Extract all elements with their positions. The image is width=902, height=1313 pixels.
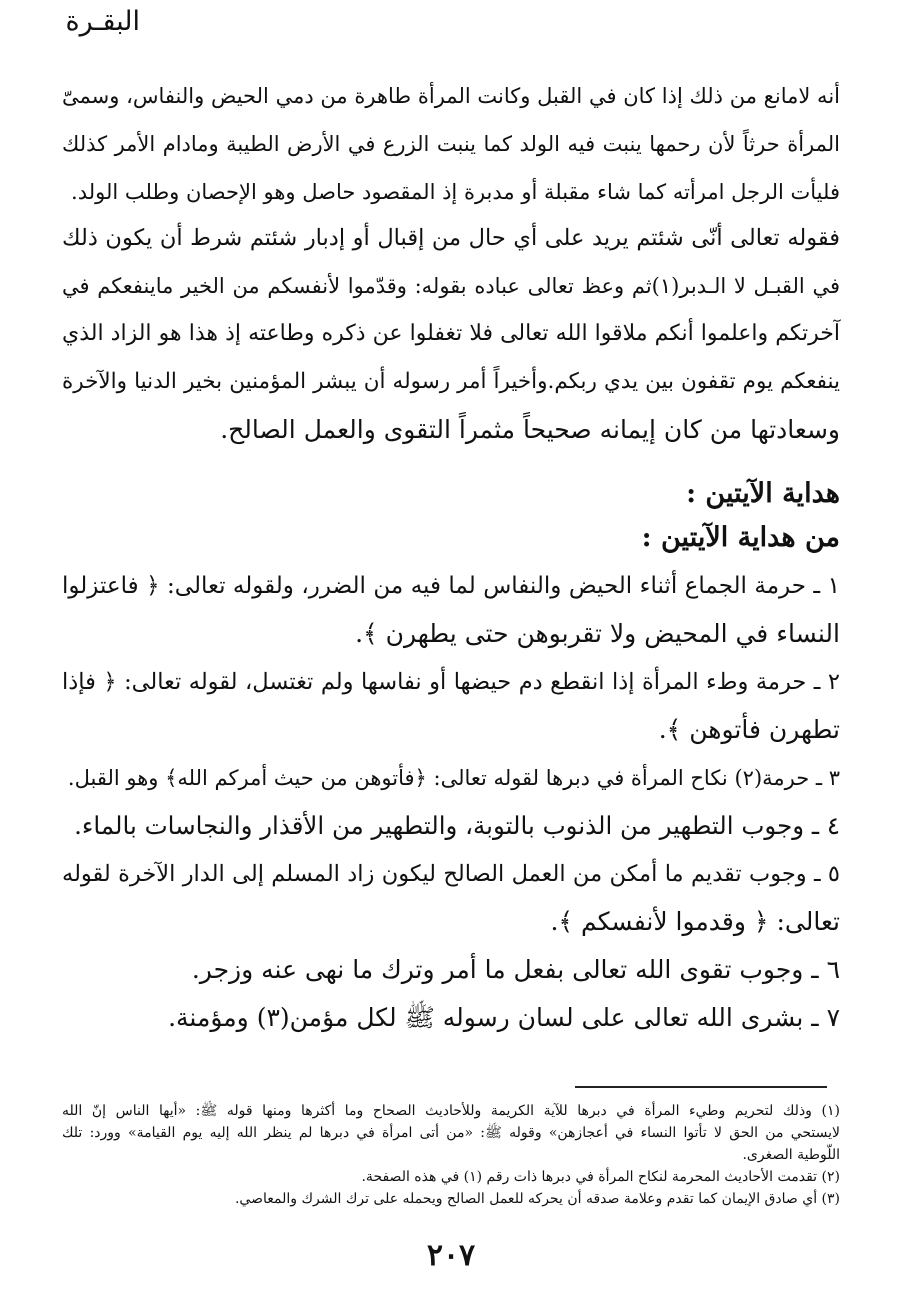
text-line: المرأة حرثاً لأن رحمها ينبت فيه الولد كما ينبت الزرع في الأرض الطيبة ومادام الأمر كذلك <box>62 132 840 156</box>
list-item-line: تعالى: ﴿ وقدموا لأنفسكم ﴾. <box>550 907 840 936</box>
text-line: آخرتكم واعلموا أنكم ملاقوا الله تعالى فلا تغفلوا عن ذكره وطاعته إذ هذا هو الزاد الذي <box>62 321 840 346</box>
text-line: ينفعكم يوم تقفون بين يدي ربكم.وأخيراً أمر رسوله أن يبشر المؤمنين بخير الدنيا والآخرة <box>62 369 840 394</box>
footnote-divider <box>575 1086 827 1088</box>
list-item-line: ٢ ـ حرمة وطء المرأة إذا انقطع دم حيضها أو نفاسها ولم تغتسل، لقوله تعالى: ﴿ فإذا <box>62 669 840 695</box>
paragraph-1 <box>62 72 840 216</box>
guidance-list <box>62 514 840 1042</box>
footnote-line: (١) وذلك لتحريم وطيء المرأة في دبرها للآية الكريمة وللأحاديث الصحاح وما أكثرها ومنها قوله ﷺ: «أيها الناس إنّ الله <box>62 1103 840 1119</box>
list-item-line: ٤ ـ وجوب التطهير من الذنوب بالتوبة، والتطهير من الأقذار والنجاسات بالماء. <box>74 811 840 840</box>
section-heading <box>62 470 840 518</box>
footnotes <box>62 1100 840 1210</box>
page-number: ٢٠٧ <box>426 1238 476 1273</box>
list-item-line: ٣ ـ حرمة(٢) نكاح المرأة في دبرها لقوله تعالى: ﴿فأتوهن من حيث أمركم الله﴾ وهو القبل. <box>67 766 840 790</box>
text-line: فليأت الرجل امرأته كما شاء مقبلة أو مدبرة إذ المقصود حاصل وهو الإحصان وطلب الولد. <box>71 180 840 204</box>
text-line: وسعادتها من كان إيمانه صحيحاً مثمراً التقوى والعمل الصالح. <box>220 415 840 444</box>
heading-title: هداية الآيتين : <box>686 478 840 509</box>
text-line: في القبـل لا الـدبر(١)ثم وعظ تعالى عباده بقوله: وقدّموا لأنفسكم من الخير ماينفعكم في <box>62 274 840 298</box>
footnote-line: (٢) تقدمت الأحاديث المحرمة لنكاح المرأة في دبرها ذات رقم (١) في هذه الصفحة. <box>361 1169 840 1185</box>
text-line: أنه لامانع من ذلك إذا كان في القبل وكانت المرأة طاهرة من دمي الحيض والنفاس، وسمىّ <box>62 84 840 108</box>
list-item-line: النساء في المحيض ولا تقربوهن حتى يطهرن ﴾. <box>355 619 840 648</box>
list-item-line: ٧ ـ بشرى الله تعالى على لسان رسوله ﷺ لكل مؤمن(٣) ومؤمنة. <box>168 1003 840 1032</box>
text-line: فقوله تعالى أنّى شئتم يريد على أي حال من إقبال أو إدبار شئتم شرط أن يكون ذلك <box>62 225 840 251</box>
surah-header: البقـرة <box>65 6 140 37</box>
list-item-line: ٥ ـ وجوب تقديم ما أمكن من العمل الصالح ليكون زاد المسلم إلى الدار الآخرة لقوله <box>62 861 840 887</box>
list-item-line: تطهرن فأتوهن ﴾. <box>658 715 840 744</box>
footnote-line: لايستحي من الحق لا تأتوا النساء في أعجازهن» وقوله ﷺ: «من أتى امرأة في دبرها لم ينظر الله إليه يوم القيامة» وورد: تلك <box>62 1125 840 1141</box>
list-intro: من هداية الآيتين : <box>641 522 840 553</box>
footnote-line: (٣) أي صادق الإيمان كما تقدم وعلامة صدقه أن يحركه للعمل الصالح ويحمله على ترك الشرك والمعاصي. <box>234 1191 840 1207</box>
footnote-line: اللّوطية الصغرى. <box>742 1147 840 1163</box>
list-item-line: ١ ـ حرمة الجماع أثناء الحيض والنفاس لما فيه من الضرر، ولقوله تعالى: ﴿ فاعتزلوا <box>62 573 840 599</box>
list-item-line: ٦ ـ وجوب تقوى الله تعالى بفعل ما أمر وترك ما نهى عنه وزجر. <box>191 955 840 984</box>
paragraph-2 <box>62 214 840 454</box>
